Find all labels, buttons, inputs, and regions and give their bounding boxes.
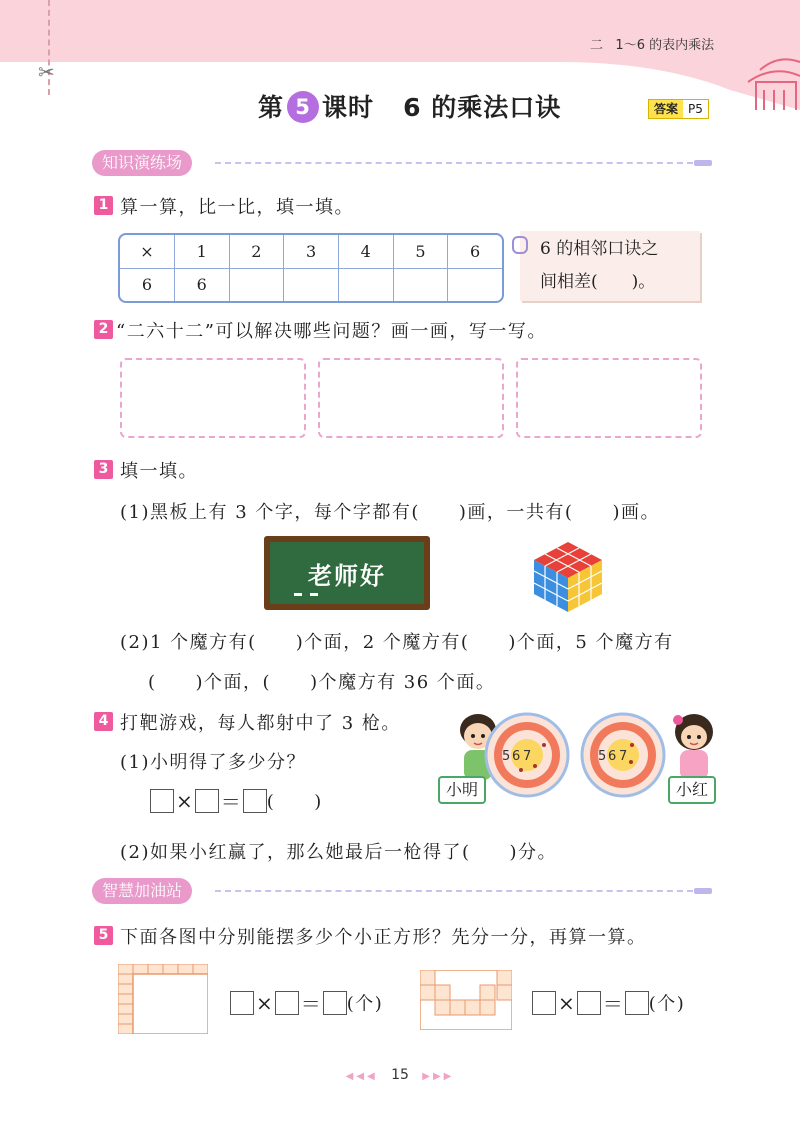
- hit-mark: [542, 743, 546, 747]
- title-suffix: 课时: [322, 93, 375, 122]
- table-row: [120, 268, 502, 301]
- answer-box[interactable]: [323, 991, 347, 1015]
- equation-row: [150, 786, 323, 815]
- question-text: 打靶游戏，每人都射中了 3 枪。: [120, 713, 401, 734]
- times-sign: ×: [558, 990, 575, 1015]
- equation-row: [230, 988, 383, 1017]
- target-girl: [580, 712, 666, 798]
- square-figure-2: [420, 970, 512, 1030]
- unit-label: (个): [648, 993, 686, 1015]
- table-cell: 1: [174, 235, 229, 268]
- hit-mark: [629, 760, 633, 764]
- ring-label: 5: [502, 749, 511, 764]
- target-boy: [484, 712, 570, 798]
- answer-box[interactable]: [577, 991, 601, 1015]
- chapter-number: 二: [590, 38, 604, 53]
- chalkboard-text: 老师好: [308, 562, 386, 590]
- page-title: [258, 88, 561, 124]
- answer-box[interactable]: [150, 789, 174, 813]
- table-cell: ×: [120, 235, 174, 268]
- ring-label: 5: [598, 749, 607, 764]
- question-text: “二六十二”可以解决哪些问题？画一画，写一写。: [116, 321, 547, 342]
- equals-sign: ＝: [300, 992, 321, 1016]
- chapter-label: [590, 34, 714, 53]
- left-arrows-icon: ◀◀◀: [345, 1071, 378, 1082]
- page-footer: [0, 1067, 800, 1083]
- question-number: 2: [94, 320, 113, 339]
- table-header-row: [120, 235, 502, 268]
- table-cell: 4: [338, 235, 393, 268]
- answer-badge[interactable]: [648, 99, 709, 119]
- section-divider: [215, 162, 693, 164]
- times-sign: ×: [176, 788, 193, 813]
- table-cell: 2: [229, 235, 284, 268]
- table-cell: 6: [448, 235, 502, 268]
- hint-line: 6 的相邻口诀之: [540, 239, 659, 259]
- question-text: 算一算，比一比，填一填。: [120, 197, 354, 218]
- equation-row: [532, 988, 685, 1017]
- unit-label: (个): [346, 993, 384, 1015]
- ring-label: 7: [523, 749, 532, 764]
- table-cell: 6: [174, 268, 229, 301]
- square-figure-1: [118, 964, 208, 1034]
- pencil-icon: [694, 160, 712, 166]
- table-cell: 3: [284, 235, 339, 268]
- answer-page: P5: [683, 100, 708, 118]
- question-number: 5: [94, 926, 113, 945]
- answer-box[interactable]: [275, 991, 299, 1015]
- question-text: 下面各图中分别能摆多少个小正方形？先分一分，再算一算。: [120, 927, 647, 948]
- equals-sign: ＝: [220, 790, 241, 814]
- answer-cell[interactable]: [284, 268, 339, 301]
- section-tab-wisdom: 智慧加油站: [92, 878, 192, 904]
- girl-illustration: [660, 706, 728, 786]
- multiplication-table: [118, 233, 504, 303]
- answer-box[interactable]: [243, 789, 267, 813]
- sub-question: (2)如果小红赢了，那么她最后一枪得了( )分。: [120, 842, 558, 863]
- answer-box[interactable]: [625, 991, 649, 1015]
- sub-question: ( )个面，( )个魔方有 36 个面。: [148, 672, 496, 693]
- drawing-box[interactable]: [516, 358, 702, 438]
- hint-card: [520, 231, 700, 301]
- answer-cell[interactable]: [338, 268, 393, 301]
- hint-line: 间相差( )。: [540, 272, 656, 292]
- answer-label: 答案: [649, 100, 683, 118]
- chalkboard-image: [264, 536, 430, 610]
- answer-cell[interactable]: [393, 268, 448, 301]
- answer-box[interactable]: [230, 991, 254, 1015]
- question-number: 4: [94, 712, 113, 731]
- hit-mark: [533, 764, 537, 768]
- question-text: 填一填。: [120, 461, 198, 482]
- sub-question: (1)黑板上有 3 个字，每个字都有( )画，一共有( )画。: [120, 502, 660, 523]
- hit-mark: [630, 743, 634, 747]
- title-prefix: 第: [258, 93, 285, 122]
- lesson-number-badge: 5: [287, 91, 319, 123]
- question-number: 3: [94, 460, 113, 479]
- lesson-topic: 6 的乘法口诀: [403, 93, 562, 122]
- unit-blank: ( ): [266, 791, 323, 813]
- sub-question: (1)小明得了多少分？: [120, 752, 306, 773]
- scissors-icon: ✂: [38, 60, 55, 84]
- name-label-boy: 小明: [438, 776, 486, 804]
- table-cell: 5: [393, 235, 448, 268]
- rubiks-cube-image: [530, 538, 606, 614]
- times-sign: ×: [256, 990, 273, 1015]
- answer-cell[interactable]: [448, 268, 502, 301]
- section-tab-practice: 知识演练场: [92, 150, 192, 176]
- paperclip-icon: [512, 236, 528, 254]
- page-number: 15: [391, 1067, 409, 1083]
- equals-sign: ＝: [602, 992, 623, 1016]
- section-divider: [215, 890, 693, 892]
- hit-mark: [519, 768, 523, 772]
- right-arrows-icon: ▶▶▶: [422, 1071, 455, 1082]
- sub-question: (2)1 个魔方有( )个面，2 个魔方有( )个面，5 个魔方有: [120, 632, 674, 653]
- ring-label: 6: [608, 749, 617, 764]
- question-number: 1: [94, 196, 113, 215]
- pencil-icon: [694, 888, 712, 894]
- table-cell: 6: [120, 268, 174, 301]
- chapter-title: 1～6 的表内乘法: [615, 38, 715, 53]
- ring-label: 7: [619, 749, 628, 764]
- name-label-girl: 小红: [668, 776, 716, 804]
- drawing-box[interactable]: [120, 358, 306, 438]
- drawing-box[interactable]: [318, 358, 504, 438]
- answer-box[interactable]: [532, 991, 556, 1015]
- ring-label: 6: [512, 749, 521, 764]
- answer-cell[interactable]: [229, 268, 284, 301]
- answer-box[interactable]: [195, 789, 219, 813]
